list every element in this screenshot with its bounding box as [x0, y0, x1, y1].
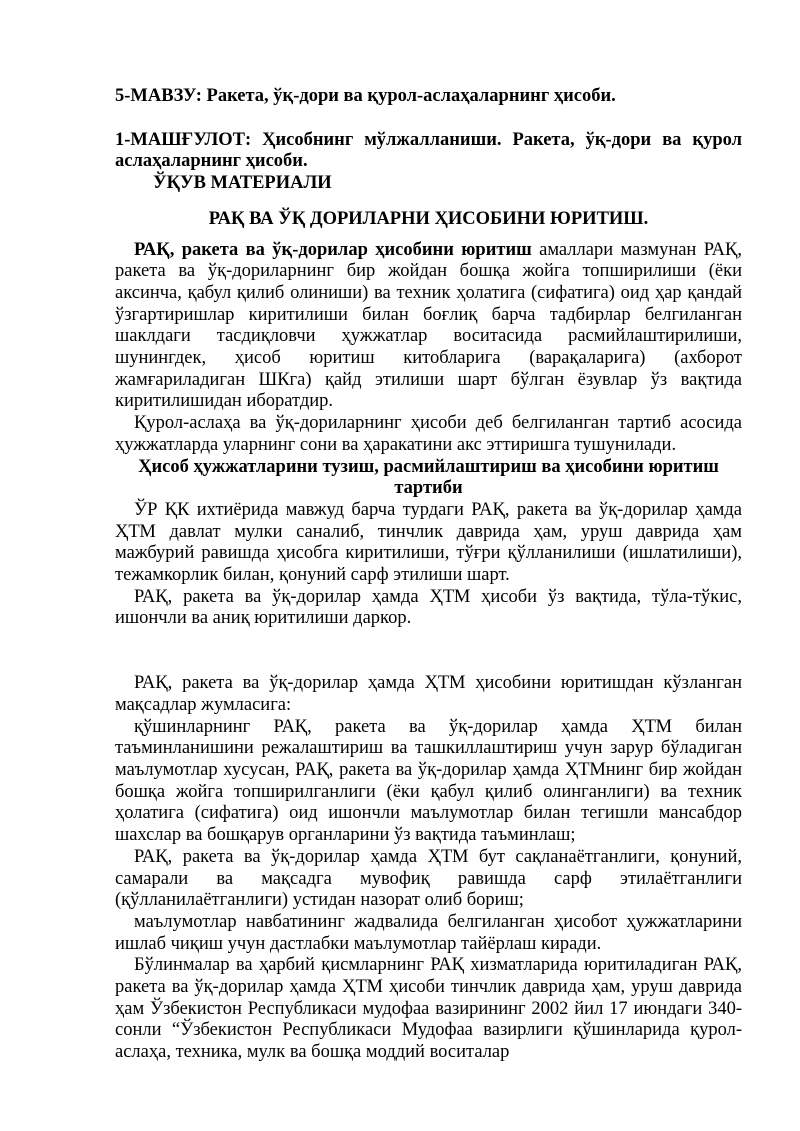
paragraph-8: маълумотлар навбатининг жадвалида белгиланган ҳисобот ҳужжатларини ишлаб чиқиш учун дастлабки маълумотлар тайёрлаш киради. [115, 911, 742, 954]
subsection-title: Ҳисоб ҳужжатларини тузиш, расмийлаштириш ва ҳисобини юритиш тартиби [138, 456, 719, 499]
lesson-heading: 1-МАШҒУЛОТ: Ҳисобнинг мўлжалланиши. Ракета, ўқ-дори ва қурол аслаҳаларнинг ҳисоби. [115, 129, 742, 172]
section-title: РАҚ ВА ЎҚ ДОРИЛАРНИ ҲИСОБИНИ ЮРИТИШ. [208, 208, 649, 229]
paragraph-6: қўшинларнинг РАҚ, ракета ва ўқ-дорилар ҳамда ҲТМ билан таъминланишини режалаштириш ва ташкиллаштириш учун зарур бўладиган маълумотлар хусусан, РАҚ, ракета ва ўқ-дорилар ҳамда ҲТМнинг бир жойдан бошқа жойга топширилганлиги (ёки қабул қилиб олинганлиги) ва техник ҳолатига (сифатига) оид ишончли маълумотлар билан тегишли мансабдор шахслар ва бошқарув органларини ўз вақтида таъминлаш; [115, 716, 742, 846]
material-heading: ЎҚУВ МАТЕРИАЛИ [153, 173, 332, 194]
paragraph-1-lead: РАҚ, ракета ва ўқ-дорилар ҳисобини юритиш [134, 239, 532, 260]
topic-heading: 5-МАВЗУ: Ракета, ўқ-дори ва қурол-аслаҳаларнинг ҳисоби. [115, 86, 616, 106]
paragraph-2: Қурол-аслаҳа ва ўқ-дориларнинг ҳисоби деб белгиланган тартиб асосида ҳужжатларда уларнинг сони ва ҳаракатини акс эттиришга тушунилади. [115, 413, 742, 455]
document-body [115, 86, 742, 1064]
paragraph-1 [115, 240, 742, 414]
paragraph-7: РАҚ, ракета ва ўқ-дорилар ҳамда ҲТМ бут сақланаётганлиги, қонуний, самарали ва мақсадга мувофиқ равишда сарф этилаётганлиги (қўлланилаётганлиги) устидан назорат олиб бориш; [115, 846, 742, 911]
paragraph-4: РАҚ, ракета ва ўқ-дорилар ҳамда ҲТМ ҳисоби ўз вақтида, тўла-тўкис, ишончли ва аниқ юритилиши даркор. [115, 586, 742, 629]
paragraph-3: ЎР ҚК ихтиёрида мавжуд барча турдаги РАҚ, ракета ва ўқ-дорилар ҳамда ҲТМ давлат мулки саналиб, тинчлик даврида ҳам, уруш даврида ҳам мажбурий равишда ҳисобга киритилиши, тўғри қўлланилиши (ишлатилиши), тежамкорлик билан, қонуний сарф этилиши шарт. [115, 499, 742, 586]
spacer [115, 630, 742, 673]
paragraph-1-text: амаллари мазмунан РАҚ, ракета ва ўқ-дориларнинг бир жойдан бошқа жойга топширилиши (ёки аксинча, қабул қилиб олиниши) ва техник ҳолатига (сифатига) оид ҳар қандай ўзгартиришлар киритилиши билан боғлиқ барча тадбирлар белгиланган шаклдаги тасдиқловчи ҳужжатлар воситасида расмийлаштирилиши, шунингдек, ҳисоб юритиш китобларига (варақаларига) (ахборот жамғариладиган ШКга) қайд этилиши шарт бўлган ёзувлар ўз вақтида киритилишидан иборатдир. [115, 239, 742, 412]
paragraph-9: Бўлинмалар ва ҳарбий қисмларнинг РАҚ хизматларида юритиладиган РАҚ, ракета ва ўқ-дорилар ҳамда ҲТМ ҳисоби тинчлик даврида ҳам, уруш даврида ҳам Ўзбекистон Республикаси мудофаа вазирининг 2002 йил 17 июндаги 340-сонли “Ўзбекистон Республикаси Мудофаа вазирлиги қўшинларида қурол-аслаҳа, техника, мулк ва бошқа моддий воситалар [115, 955, 742, 1063]
paragraph-5: РАҚ, ракета ва ўқ-дорилар ҳамда ҲТМ ҳисобини юритишдан кўзланган мақсадлар жумласига: [115, 673, 742, 715]
